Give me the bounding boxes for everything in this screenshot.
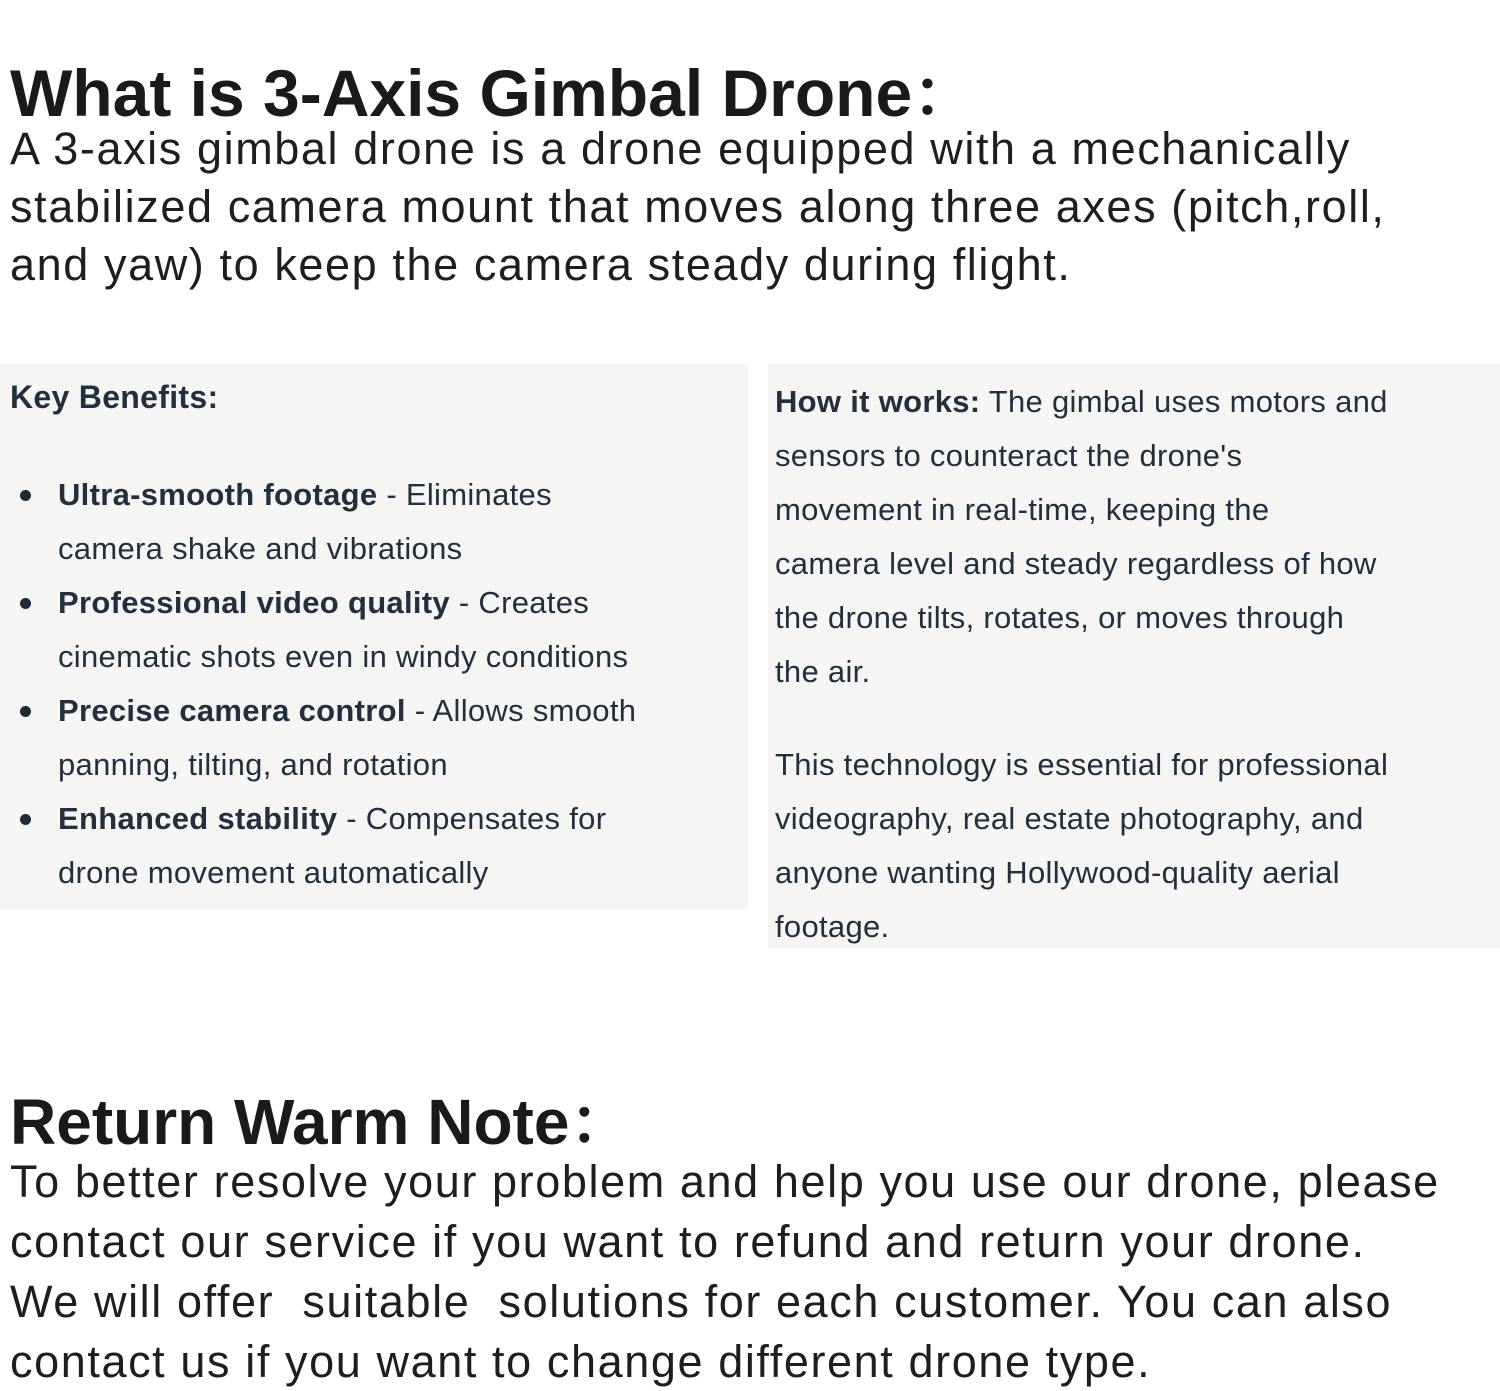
return-line: To better resolve your problem and help you use our drone, please [10, 1156, 1440, 1207]
intro-line: A 3-axis gimbal drone is a drone equipped with a mechanically [10, 123, 1351, 174]
return-line: contact us if you want to change different drone type. [10, 1336, 1152, 1387]
return-note-title: Return Warm Note： [10, 1086, 634, 1159]
how-line: movement in real-time, keeping the [775, 492, 1270, 527]
benefit-term: Enhanced stability [58, 801, 338, 836]
return-line: contact our service if you want to refund and return your drone. [10, 1216, 1366, 1267]
benefit-term: Professional video quality [58, 585, 450, 620]
technology-line: videography, real estate photography, and [775, 801, 1364, 836]
benefits-list [10, 468, 744, 900]
benefit-desc-line: cinematic shots even in windy conditions [58, 639, 629, 674]
how-line: The gimbal uses motors and [980, 384, 1388, 419]
benefit-desc: - Creates [449, 585, 590, 620]
benefit-text [58, 468, 552, 576]
benefit-desc: - Eliminates [377, 477, 552, 512]
bullet-icon [20, 706, 31, 717]
benefits-heading: Key Benefits: [10, 379, 219, 415]
benefit-item [20, 684, 744, 792]
how-line: the air. [775, 654, 871, 689]
how-it-works-paragraph [775, 375, 1492, 699]
benefit-desc-line: drone movement automatically [58, 855, 489, 890]
how-line: camera level and steady regardless of how [775, 546, 1377, 581]
return-line: We will offer suitable solutions for each customer. You can also [10, 1276, 1393, 1327]
how-it-works-panel [768, 364, 1500, 948]
benefit-desc: - Compensates for [337, 801, 607, 836]
technology-line: footage. [775, 909, 890, 944]
technology-line: anyone wanting Hollywood-quality aerial [775, 855, 1340, 890]
intro-line: and yaw) to keep the camera steady during flight. [10, 239, 1072, 290]
benefit-term: Ultra-smooth footage [58, 477, 378, 512]
bullet-icon [20, 814, 31, 825]
benefit-text [58, 576, 628, 684]
technology-paragraph [775, 738, 1492, 954]
benefit-desc: - Allows smooth [405, 693, 637, 728]
bullet-icon [20, 598, 31, 609]
page-title: What is 3-Axis Gimbal Drone： [10, 56, 979, 131]
intro-paragraph [10, 120, 1386, 294]
benefit-item [20, 792, 744, 900]
bullet-icon [20, 490, 31, 501]
benefit-term: Precise camera control [58, 693, 406, 728]
how-line: the drone tilts, rotates, or moves through [775, 600, 1345, 635]
intro-line: stabilized camera mount that moves along three axes (pitch,roll, [10, 181, 1386, 232]
benefit-text [58, 792, 606, 900]
benefit-item [20, 468, 744, 576]
key-benefits-panel [0, 364, 748, 910]
benefit-item [20, 576, 744, 684]
how-it-works-lead: How it works: [775, 384, 981, 419]
how-line: sensors to counteract the drone's [775, 438, 1243, 473]
info-panels [0, 364, 1500, 948]
technology-line: This technology is essential for professional [775, 747, 1389, 782]
benefit-text [58, 684, 636, 792]
benefit-desc-line: camera shake and vibrations [58, 531, 463, 566]
benefit-desc-line: panning, tilting, and rotation [58, 747, 448, 782]
return-paragraph [10, 1152, 1440, 1391]
